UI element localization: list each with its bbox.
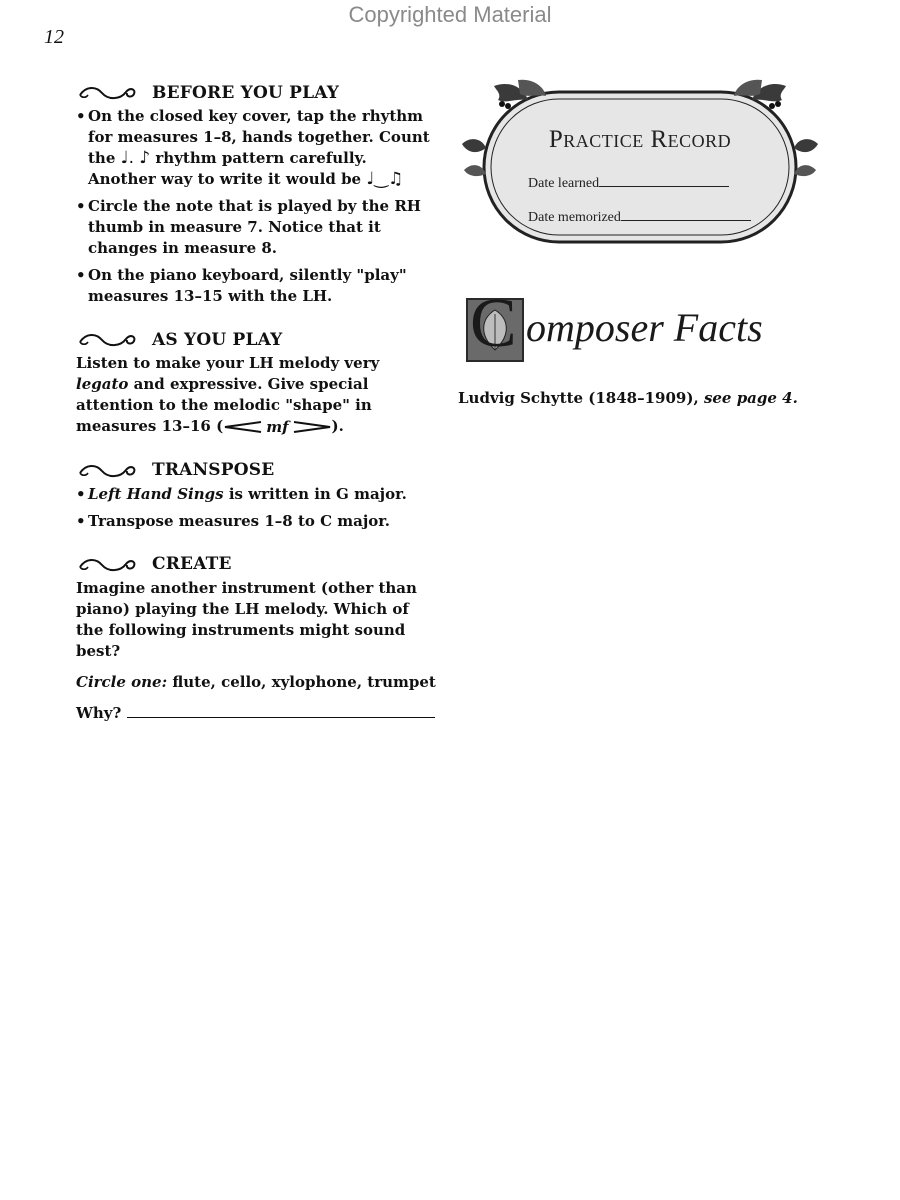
scroll-ornament-icon [76, 554, 138, 576]
bullet-item [76, 511, 436, 532]
bullet-item [76, 484, 436, 505]
eighth-note-icon: ♪ [139, 148, 151, 168]
bullet-text: Circle the note that is played by the RH thumb in measure 7. Notice that it changes in measure 8. [88, 197, 421, 257]
paragraph-text: ). [331, 417, 344, 435]
section-title: AS YOU PLAY [152, 329, 283, 350]
scroll-ornament-icon [76, 329, 138, 351]
date-learned-label: Date learned [528, 176, 600, 191]
date-memorized-label: Date memorized [528, 210, 621, 225]
why-label: Why? [76, 703, 122, 722]
piece-title: Left Hand Sings [88, 484, 224, 503]
bullet-item [76, 265, 436, 307]
paragraph-text: and expressive. Give special attention to the melodic "shape" in measures 13–16 [76, 375, 372, 435]
bullet-text: On the closed key cover, tap the rhythm for measures 1–8, hands together. Count the [88, 107, 430, 167]
bullet-text: is written in G major. [228, 484, 407, 503]
date-memorized-line[interactable] [621, 208, 751, 221]
practice-record-box [458, 78, 822, 248]
why-answer-line[interactable] [127, 703, 435, 718]
section-header [76, 460, 436, 482]
circle-one-label: Circle one: [76, 672, 168, 691]
activity-column [76, 82, 436, 746]
section-header [76, 329, 436, 351]
paragraph [76, 353, 436, 438]
section-title: CREATE [152, 554, 232, 574]
why-line [76, 703, 436, 724]
bullet-text: On the piano keyboard, silently "play" measures 13–15 with the LH. [88, 266, 407, 305]
instrument-options[interactable]: flute, cello, xylophone, trumpet [172, 672, 436, 691]
section-create [76, 554, 436, 724]
date-learned-row [528, 174, 729, 192]
section-before-you-play [76, 82, 436, 307]
paragraph-italic: legato [76, 375, 129, 393]
paragraph-text: ( [216, 417, 224, 435]
composer-name: Ludvig Schytte (1848–1909), [458, 389, 699, 407]
decorative-initial: C [470, 285, 517, 362]
practice-record-title: Practice Record [548, 126, 732, 153]
section-title: BEFORE YOU PLAY [152, 82, 340, 103]
decrescendo-icon [292, 420, 332, 434]
bullet-item [76, 106, 436, 190]
see-page-reference: see page 4. [703, 389, 798, 407]
bullet-item [76, 196, 436, 259]
copyright-watermark: Copyrighted Material [348, 2, 552, 27]
scroll-ornament-icon [76, 460, 138, 482]
composer-facts-heading [460, 285, 780, 364]
bullet-text: rhythm pattern carefully. Another way to write it would be [88, 149, 367, 188]
section-transpose [76, 460, 436, 532]
bullet-text: Transpose measures 1–8 to C major. [88, 511, 391, 530]
composer-info [458, 388, 858, 409]
circle-one-line [76, 672, 436, 693]
crescendo-icon [223, 420, 263, 434]
date-memorized-row [528, 208, 751, 226]
paragraph-text: Listen to make your LH melody very [76, 354, 380, 372]
composer-facts-title: omposer Facts [526, 305, 763, 350]
dynamic-marking [223, 417, 331, 438]
section-header [76, 554, 436, 576]
dotted-quarter-note-icon: ♩. [120, 148, 135, 168]
tied-notes-icon: ♩‿♫ [366, 169, 404, 189]
page-number: 12 [44, 26, 64, 48]
paragraph: Imagine another instrument (other than piano) playing the LH melody. Which of the following instruments might sound best? [76, 578, 417, 660]
section-header [76, 82, 436, 104]
dynamic-mf: mf [266, 417, 289, 436]
section-as-you-play [76, 329, 436, 438]
section-title: TRANSPOSE [152, 460, 275, 480]
scroll-ornament-icon [76, 82, 138, 104]
date-learned-line[interactable] [599, 174, 729, 187]
